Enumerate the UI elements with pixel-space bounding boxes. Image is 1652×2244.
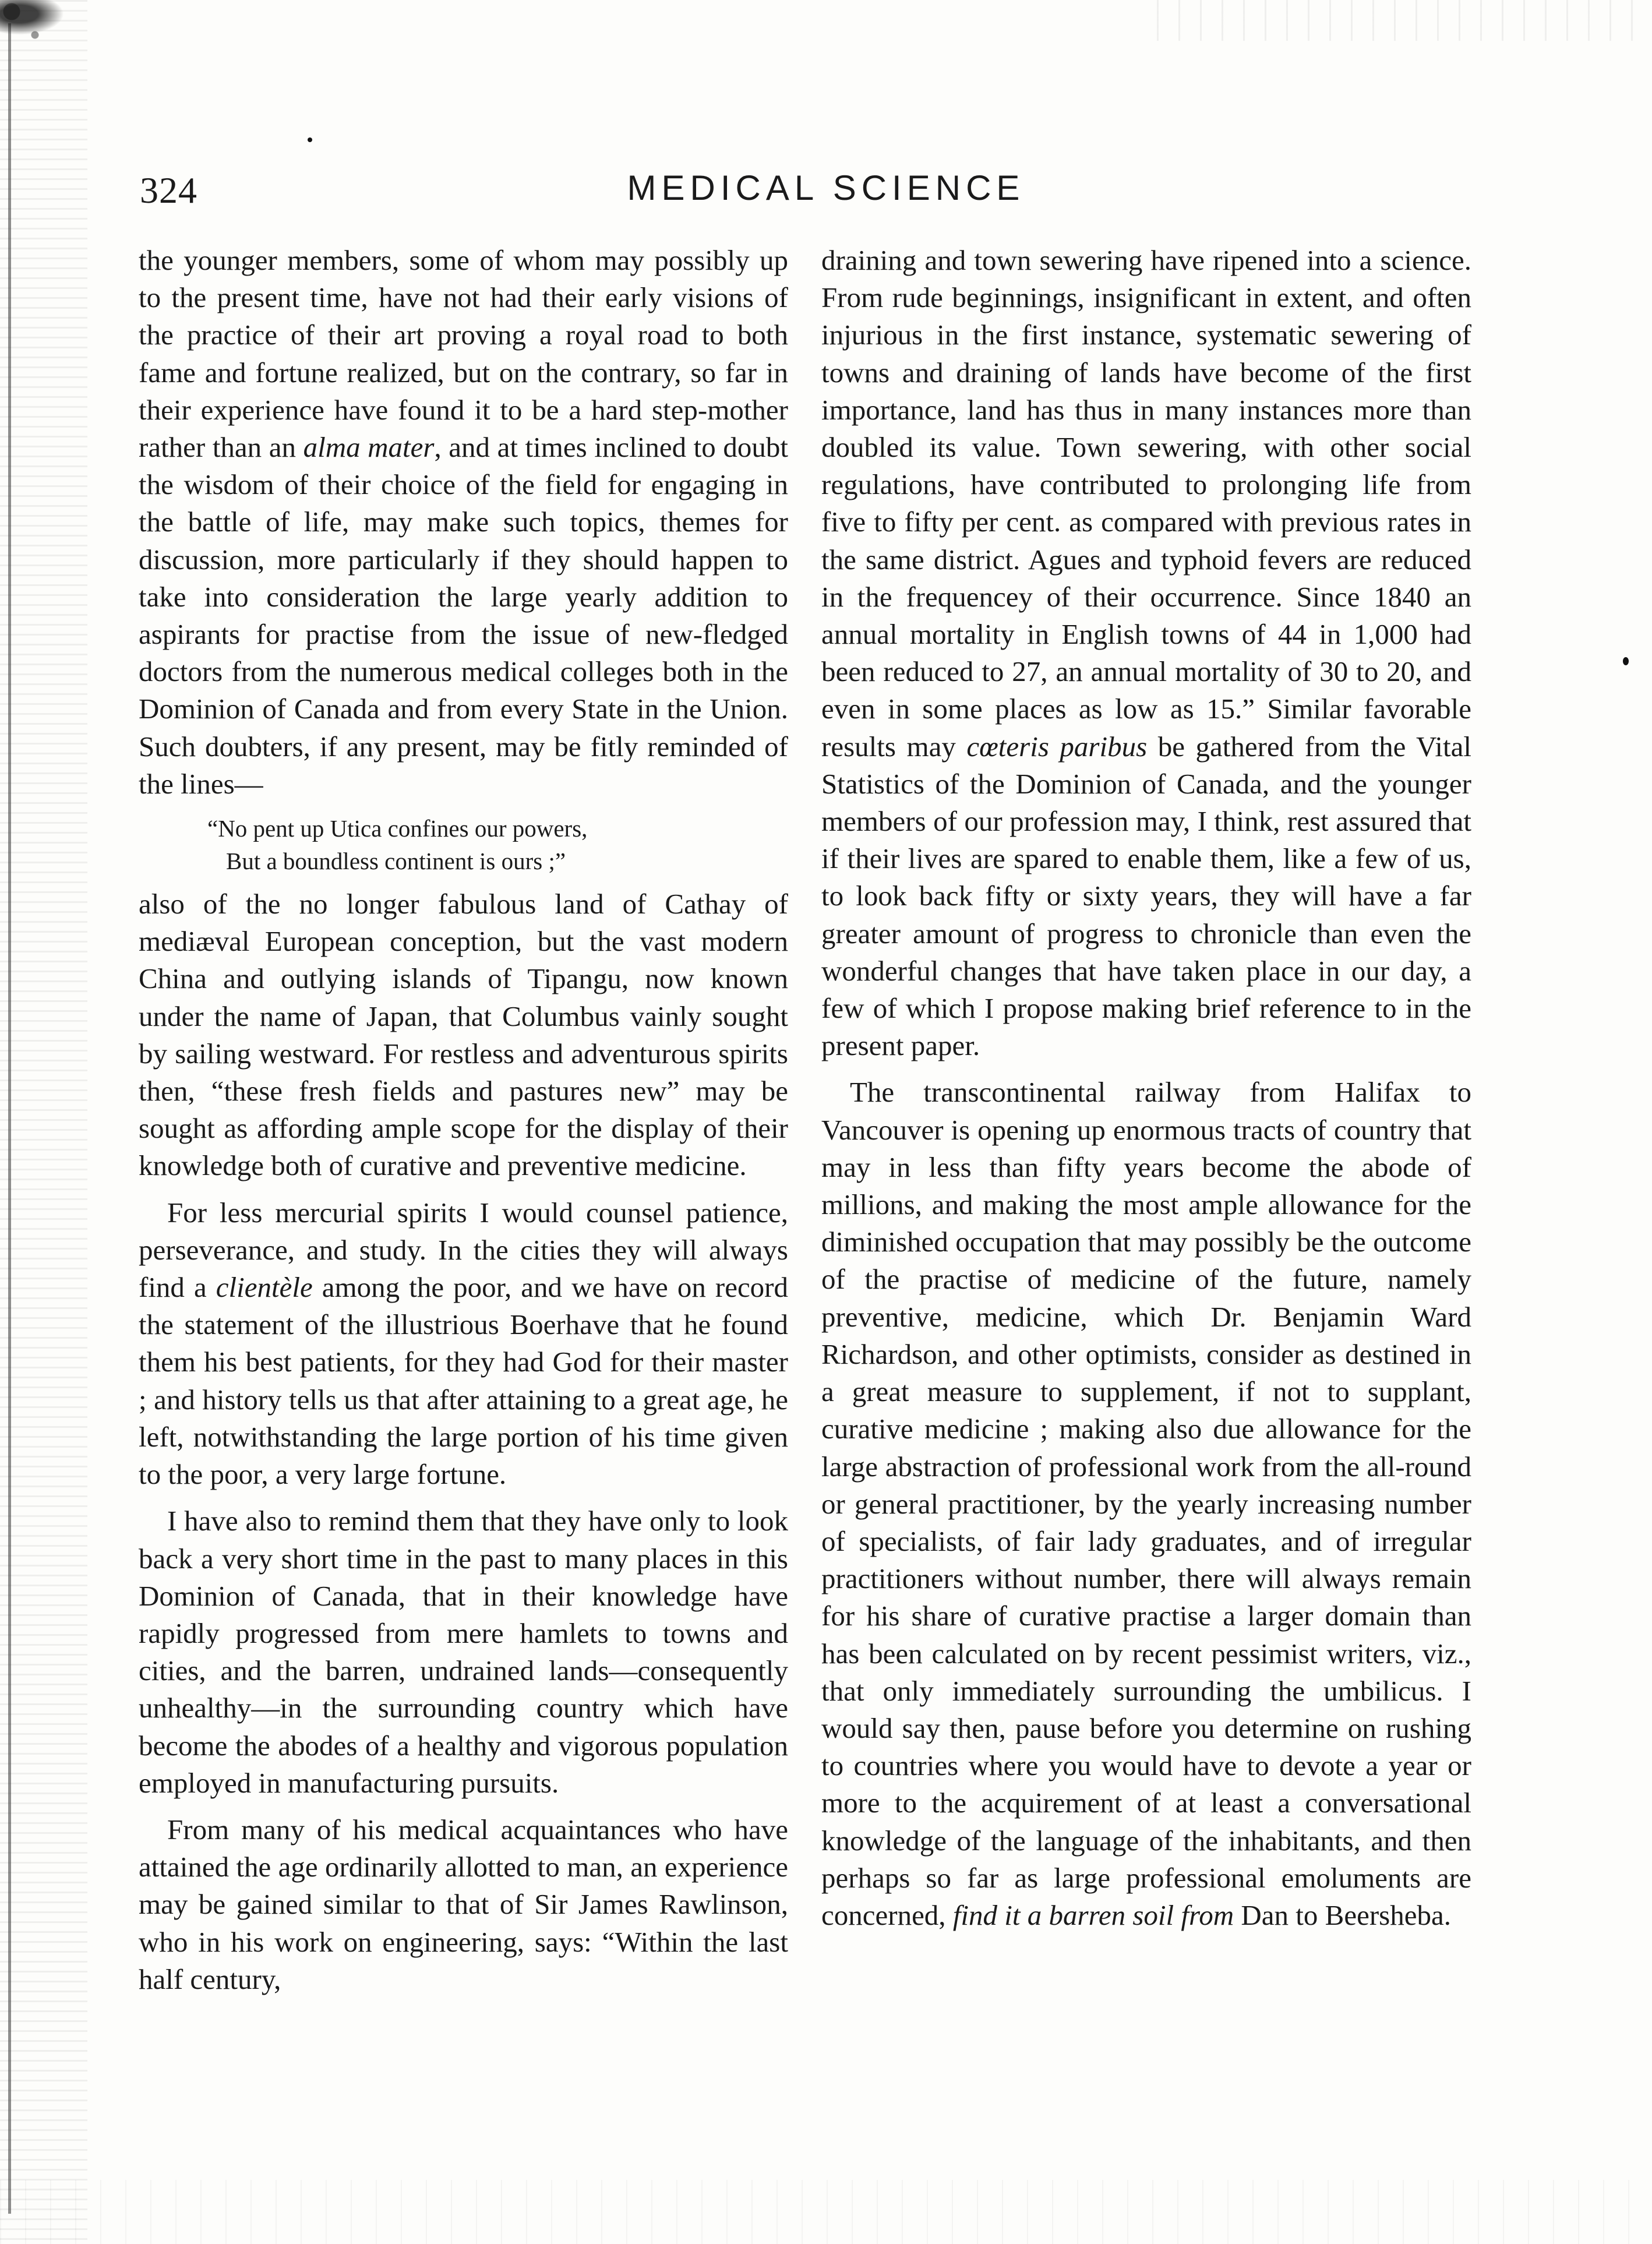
paragraph: From many of his medical acquaintances who have attained the age ordinarily allotted to man, an experience may be gained similar to that of Sir James Rawlinson, who in his work on engineering, says: “Within the last half century,: [139, 1813, 788, 1995]
verse-quote: [139, 812, 788, 877]
italic-phrase: clientèle: [216, 1271, 313, 1304]
right-column: [821, 242, 1471, 1934]
verse-line: “No pent up Utica confines our powers,: [207, 815, 588, 842]
text-run: be gathered from the Vital Statistics of the Dominion of Canada, and the younger members of our profession may, I think, rest assured that if their lives are spared to enable them, like a few of us, to look back fifty or sixty years, they will have a far greater amount of progress to chronicle than even the wonderful changes that have taken place in our day, a few of which I propose making brief reference to in the present paper.: [821, 730, 1472, 1062]
left-column: [139, 242, 788, 1998]
text-run: among the poor, and we have on record the statement of the illustrious Boerhave that he found them his best patients, for they had God for their master ; and history tells us that after attaining to a great age, he left, notwithstanding the large portion of his time given to the poor, a very large fortune.: [139, 1271, 789, 1491]
paragraph: [821, 1074, 1471, 1934]
paragraph: [139, 242, 788, 803]
text-run: Dan to Beersheba.: [1234, 1899, 1451, 1931]
scan-bottom-noise: [0, 2180, 1652, 2244]
scan-edge-line: [8, 23, 11, 2214]
running-head: MEDICAL SCIENCE: [627, 168, 1025, 207]
italic-phrase: cœteris paribus: [966, 730, 1148, 763]
italic-phrase: alma mater: [303, 431, 435, 464]
scan-speck: [308, 137, 312, 142]
text-run: draining and town sewering have ripened into a science. From rude beginnings, insignificant in extent, and often injurious in the first instance, systematic sewering of towns and draining of lands have become of the first importance, land has thus in many instances more than doubled its value. Town sewering, with other social regulations, have contributed to prolonging life from five to fifty per cent. as compared with previous rates in the same district. Agues and typhoid fevers are reduced in the frequencey of their occurrence. Since 1840 an annual mortality in English towns of 44 in 1,000 had been reduced to 27, an annual mortality of 30 to 20, and even in some places as low as 15.” Similar favorable results may: [821, 244, 1471, 763]
page-number: 324: [140, 170, 197, 211]
paragraph: [139, 1194, 788, 1494]
text-run: For less mercurial spirits I would counsel patience, perseverance, and study. In the cities they will always find a: [139, 1196, 788, 1304]
scan-corner-blot: [0, 0, 64, 35]
text-run: the younger members, some of whom may possibly up to the present time, have not had their early visions of the practice of their art proving a royal road to both fame and fortune realized, but on the contrary, so far in their experience have found it to be a hard step-mother rather than an: [139, 244, 788, 464]
paragraph: [821, 242, 1471, 1064]
scan-speck: [1623, 657, 1629, 665]
scan-top-noise: [1157, 0, 1652, 41]
paragraph: also of the no longer fabulous land of Cathay of mediæval European conception, but the vast modern China and outlying islands of Tipangu, now known under the name of Japan, that Columbus vainly sought by sailing westward. For restless and adventurous spirits then, “these fresh fields and pastures new” may be sought as affording ample scope for the display of their knowledge both of curative and preventive medicine.: [139, 888, 788, 1182]
paragraph: I have also to remind them that they have only to look back a very short time in the past to many places in this Dominion of Canada, that in their knowledge have rapidly progressed from mere hamlets to towns and cities, and the barren, undrained lands—consequently unhealthy—in the surrounding country which have become the abodes of a healthy and vigorous population employed in manufacturing pursuits.: [139, 1505, 788, 1799]
italic-phrase: find it a barren soil from: [952, 1899, 1234, 1931]
scan-edge-noise: [0, 0, 87, 2244]
text-run: The transcontinental railway from Halifax to Vancouver is opening up enormous tracts of country that may in less than fifty years become the abode of millions, and making the most ample allowance for the diminished occupation that may possibly be the outcome of the practise of medicine of the future, namely preventive, medicine, which Dr. Benjamin Ward Richardson, and other optimists, consider as destined in a great measure to supplement, if not to supplant, curative medicine ; making also due allowance for the large abstraction of professional work from the all-round or general practitioner, by the yearly increasing number of specialists, of fair lady graduates, and of irregular practitioners without number, there will always remain for his share of curative practise a larger domain than has been calculated on by recent pessimist writers, viz., that only immediately surrounding the umbilicus. I would say then, pause before you determine on rushing to countries where you would have to devote a year or more to the acquirement of at least a conversational knowledge of the language of the inhabitants, and then perhaps so far as large professional emoluments are concerned,: [821, 1076, 1471, 1931]
verse-line: But a boundless continent is ours ;”: [226, 848, 566, 875]
text-run: , and at times inclined to doubt the wisdom of their choice of the field for engaging in the battle of life, may make such topics, themes for discussion, more particularly if they should happen to take into consideration the large yearly addition to aspirants for practise from the issue of new-fledged doctors from the numerous medical colleges both in the Dominion of Canada and from every State in the Union. Such doubters, if any present, may be fitly reminded of the lines—: [139, 431, 788, 800]
